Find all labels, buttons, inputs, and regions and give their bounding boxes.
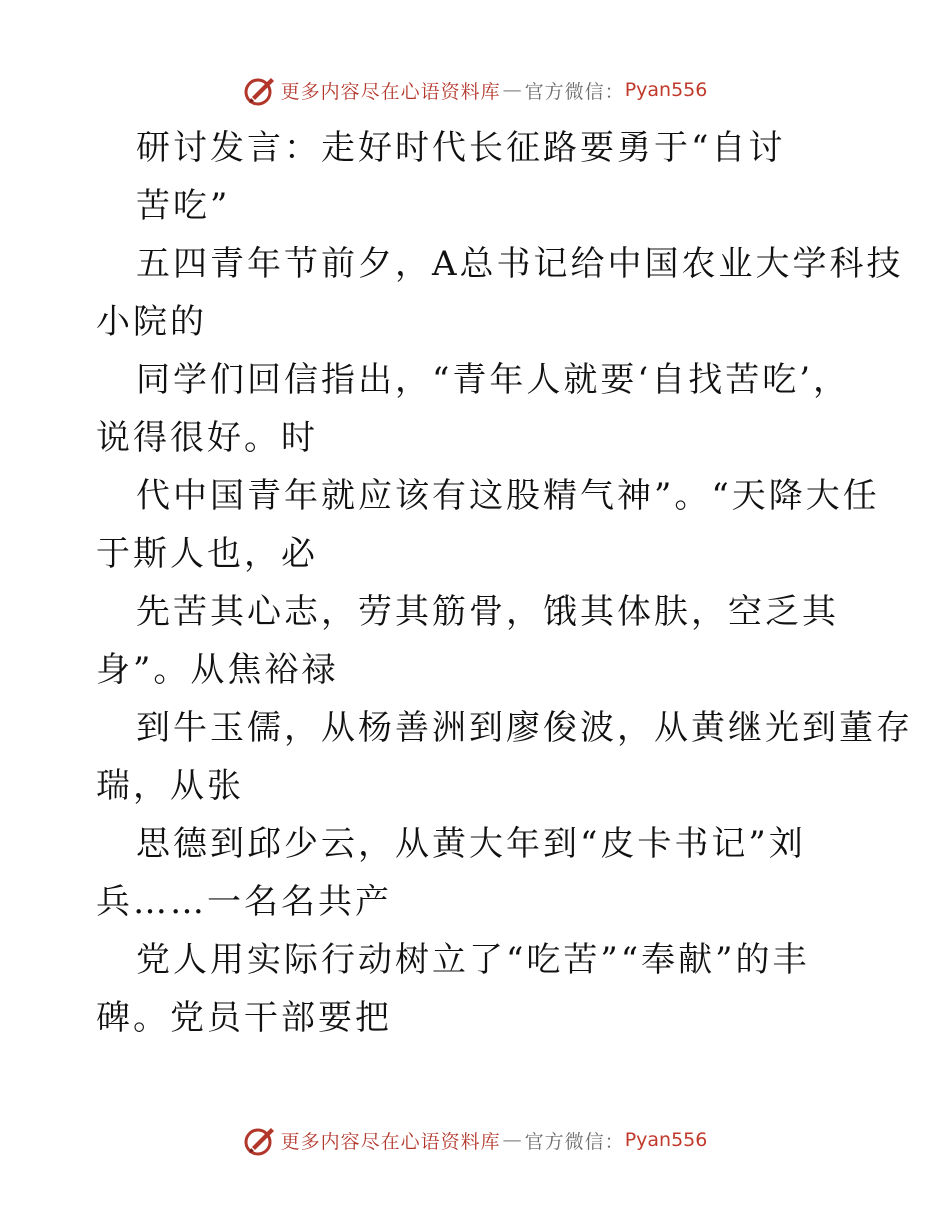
text-line: 兵……一名名共产 xyxy=(96,882,392,922)
text-line: 到牛玉儒，从杨善洲到廖俊波，从黄继光到董存 xyxy=(136,708,913,748)
text-line: 研讨发言：走好时代长征路要勇于“自讨 xyxy=(136,128,786,168)
header-banner xyxy=(0,70,950,110)
footer-banner xyxy=(0,1120,950,1160)
banner-text: 更多内容尽在心语资料库 xyxy=(280,80,501,103)
text-line: 说得很好。时 xyxy=(96,418,318,458)
quill-pen-logo-icon xyxy=(243,1123,277,1157)
text-line: 五四青年节前夕，A总书记给中国农业大学科技 xyxy=(136,244,904,284)
text-line: 党人用实际行动树立了“吃苦”“奉献”的丰 xyxy=(136,940,810,980)
text-line: 先苦其心志，劳其筋骨，饿其体肤，空乏其 xyxy=(136,592,839,632)
text-line: 同学们回信指出，“青年人就要‘自找苦吃’， xyxy=(136,360,850,400)
text-line: 思德到邱少云，从黄大年到“皮卡书记”刘 xyxy=(136,824,806,864)
wechat-id: Pyan556 xyxy=(624,79,708,101)
text-line: 于斯人也，必 xyxy=(96,534,318,574)
text-line: 小院的 xyxy=(96,302,207,342)
text-line: 碑。党员干部要把 xyxy=(96,998,392,1038)
wechat-label: 官方微信： xyxy=(524,1130,625,1153)
text-line: 代中国青年就应该有这股精气神”。“天降大任 xyxy=(136,476,880,516)
text-line: 苦吃” xyxy=(136,186,231,226)
banner-text: 更多内容尽在心语资料库 xyxy=(280,1130,501,1153)
banner-separator: — xyxy=(502,79,523,101)
text-line: 身”。从焦裕禄 xyxy=(96,650,339,690)
banner-separator: — xyxy=(502,1129,523,1151)
text-line: 瑞，从张 xyxy=(96,766,244,806)
wechat-id: Pyan556 xyxy=(624,1129,708,1151)
quill-pen-logo-icon xyxy=(243,73,277,107)
wechat-label: 官方微信： xyxy=(524,80,625,103)
